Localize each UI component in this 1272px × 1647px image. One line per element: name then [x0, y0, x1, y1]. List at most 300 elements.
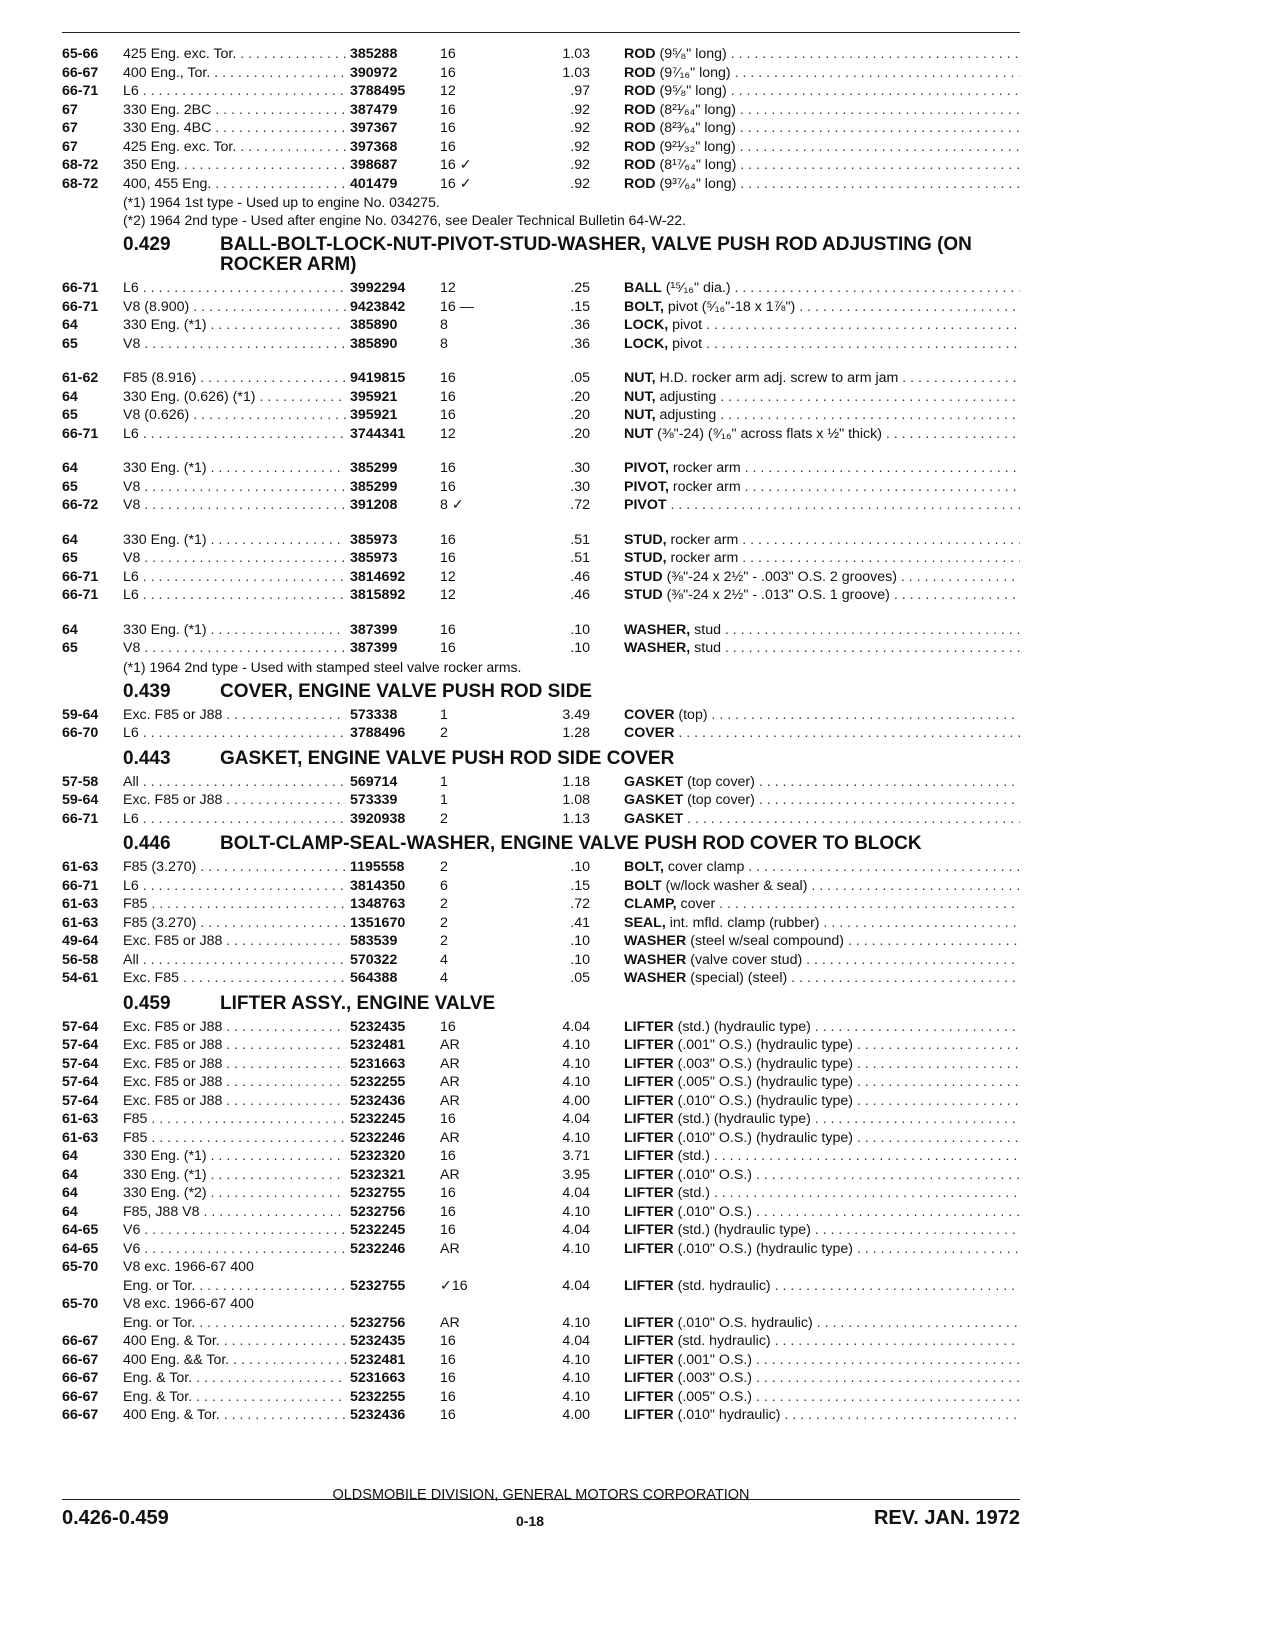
price: .92 — [570, 138, 590, 155]
description: ROD (8²¹⁄₆₄" long) . . . — [624, 101, 1020, 120]
description: BOLT, cover clamp . . . — [624, 858, 1020, 877]
year-range: 66-71 — [62, 810, 99, 827]
table-row — [62, 932, 1020, 951]
description: CLAMP, cover . . . — [624, 895, 1020, 914]
table-row — [62, 895, 1020, 914]
table-row — [62, 549, 1020, 568]
description-name: LIFTER — [624, 1148, 674, 1164]
table-row — [62, 1129, 1020, 1148]
description-name: ROD — [624, 175, 656, 192]
price: 1.08 — [562, 792, 590, 808]
application: Exc. F85 or J88 . . . — [123, 1018, 410, 1037]
section-title: LIFTER ASSY., ENGINE VALVE — [220, 992, 496, 1014]
description-name: STUD — [624, 587, 663, 603]
description: LIFTER (.001" O.S.) (hydraulic type) . . . — [624, 1036, 1020, 1055]
quantity: 1 — [440, 773, 448, 790]
footer-division: OLDSMOBILE DIVISION, GENERAL MOTORS CORPORATION — [332, 1487, 750, 1503]
table-row — [62, 951, 1020, 970]
table-row — [62, 175, 1020, 194]
description: NUT, adjusting . . . — [624, 388, 1020, 407]
quantity: 16 — [440, 388, 456, 405]
price: 4.10 — [562, 1240, 590, 1257]
part-number: 5231663 — [346, 1369, 440, 1388]
description-name: STUD, — [624, 531, 667, 548]
year-range: 57-64 — [62, 1092, 99, 1109]
quantity: 4 — [440, 970, 448, 986]
year-range: 66-67 — [62, 1407, 99, 1423]
year-range: 67 — [62, 101, 78, 118]
price: .10 — [570, 640, 590, 656]
table-row — [62, 496, 1020, 515]
part-number: 385299 — [346, 478, 440, 497]
year-range: 65 — [62, 478, 78, 495]
part-number: 397368 — [346, 138, 440, 157]
description: LIFTER (.010" O.S.) . . . — [624, 1203, 1020, 1222]
application: L6 . . . — [123, 568, 410, 587]
description-name: ROD — [624, 64, 656, 81]
description — [624, 724, 1020, 743]
part-number: 3992294 — [346, 279, 440, 298]
quantity: 16 — [440, 550, 456, 566]
quantity: 2 — [440, 914, 448, 931]
application: 400 Eng. & Tor. . . . — [123, 1332, 410, 1351]
application: V8 . . . — [123, 335, 410, 354]
part-number: 391208 — [346, 496, 440, 515]
application: 330 Eng. (*1) . . . — [123, 459, 410, 478]
quantity: 16 — [440, 1185, 456, 1201]
year-range: 64-65 — [62, 1240, 99, 1257]
quantity: 16 — [440, 407, 456, 423]
parts-catalog-content — [62, 45, 1020, 1425]
part-number: 573338 — [346, 706, 440, 725]
price: 3.71 — [562, 1148, 590, 1164]
quantity: 16 — [440, 1148, 456, 1164]
quantity: 16 — [440, 64, 456, 81]
description-name: LIFTER — [624, 1407, 674, 1423]
year-range: 66-71 — [62, 877, 99, 894]
table-row — [62, 388, 1020, 407]
part-number: 1348763 — [346, 895, 440, 914]
description-name: ROD — [624, 101, 656, 118]
table-row — [62, 706, 1020, 725]
quantity: AR — [440, 1314, 460, 1331]
description-name: GASKET — [624, 810, 684, 827]
quantity: 16 — [440, 621, 456, 638]
price: .92 — [570, 120, 590, 136]
section-number: 0.439 — [123, 680, 171, 702]
price: 4.04 — [562, 1185, 590, 1201]
price: .51 — [570, 550, 590, 566]
section-number: 0.459 — [123, 992, 171, 1014]
quantity: 16 — [440, 1388, 456, 1405]
quantity: 12 — [440, 587, 456, 603]
part-number: 385890 — [346, 316, 440, 335]
part-number: 5232481 — [346, 1036, 440, 1055]
footnote: (*1) 1964 1st type - Used up to engine No. 034275. — [123, 194, 440, 210]
application: Exc. F85 or J88 . . . — [123, 791, 410, 810]
quantity: ✓16 — [440, 1277, 468, 1294]
price: .20 — [570, 388, 590, 405]
price: .30 — [570, 478, 590, 495]
description: ROD (9⁵⁄₈" long) . . . — [624, 45, 1020, 64]
application: 425 Eng. exc. Tor. . . . — [123, 45, 410, 64]
quantity: 16 — [440, 101, 456, 118]
quantity: 2 — [440, 725, 448, 741]
price: 1.03 — [562, 64, 590, 81]
quantity: AR — [440, 1092, 460, 1109]
description: LIFTER (.010" hydraulic) . . . — [624, 1406, 1020, 1425]
part-number: 5232320 — [346, 1147, 440, 1166]
quantity: 16 — [440, 1222, 456, 1238]
price: 4.00 — [562, 1407, 590, 1423]
price: .20 — [570, 407, 590, 423]
description: LIFTER (std.) . . . — [624, 1184, 1020, 1203]
table-row — [62, 791, 1020, 810]
section-title: GASKET, ENGINE VALVE PUSH ROD SIDE COVER — [220, 747, 675, 769]
section-number: 0.446 — [123, 833, 171, 854]
year-range: 49-64 — [62, 933, 99, 949]
application: L6 . . . — [123, 425, 410, 444]
description: LIFTER (.001" O.S.) . . . — [624, 1351, 1020, 1370]
part-number: 385299 — [346, 459, 440, 478]
year-range: 57-64 — [62, 1055, 99, 1072]
table-row — [62, 335, 1020, 354]
description: STUD, rocker arm . . . — [624, 531, 1020, 550]
table-row — [62, 478, 1020, 497]
application: Eng. & Tor. . . . — [123, 1369, 410, 1388]
table-row — [62, 1073, 1020, 1092]
year-range: 66-67 — [62, 1370, 99, 1386]
spacer — [62, 443, 1020, 459]
year-range: 61-63 — [62, 1111, 99, 1127]
year-range: 64 — [62, 317, 78, 333]
application: F85 (3.270) . . . — [123, 914, 410, 933]
quantity: 16 — [440, 120, 456, 136]
year-range: 57-58 — [62, 773, 99, 790]
quantity: 16 — [440, 1018, 456, 1035]
description-name: LIFTER — [624, 1074, 674, 1090]
table-row — [62, 858, 1020, 877]
application: 330 Eng. (*2) . . . — [123, 1184, 410, 1203]
price: 3.49 — [562, 706, 590, 723]
price: .41 — [570, 914, 590, 931]
quantity: AR — [440, 1166, 460, 1183]
part-number: 5232245 — [346, 1110, 440, 1129]
year-range: 64-65 — [62, 1222, 99, 1238]
price: .20 — [570, 425, 590, 442]
part-number: 5232321 — [346, 1166, 440, 1185]
description: LIFTER (.010" O.S.) . . . — [624, 1166, 1020, 1185]
application: V8 . . . — [123, 496, 410, 515]
quantity: 16 — [440, 1407, 456, 1423]
quantity: 8 — [440, 317, 448, 333]
section-heading — [62, 229, 1020, 279]
description-name: LOCK, — [624, 335, 669, 352]
application: L6 . . . — [123, 82, 410, 101]
application: 330 Eng. (*1) . . . — [123, 1166, 410, 1185]
description: NUT, adjusting . . . — [624, 406, 1020, 425]
description: LIFTER (std.) (hydraulic type) . . . — [624, 1221, 1020, 1240]
description-name: LIFTER — [624, 1055, 674, 1072]
quantity: AR — [440, 1074, 460, 1090]
price: 4.10 — [562, 1037, 590, 1053]
table-row — [62, 1277, 1020, 1296]
quantity: 6 — [440, 877, 448, 894]
description: SEAL, int. mfld. clamp (rubber) . . . — [624, 914, 1020, 933]
price: .92 — [570, 101, 590, 118]
price: .51 — [570, 531, 590, 548]
year-range: 65-70 — [62, 1259, 99, 1275]
description-name: STUD, — [624, 550, 667, 566]
year-range: 68-72 — [62, 157, 99, 173]
price: 4.10 — [562, 1203, 590, 1220]
description-name: LIFTER — [624, 1388, 674, 1405]
year-range: 66-71 — [62, 425, 99, 442]
quantity: 4 — [440, 951, 448, 968]
part-number: 397367 — [346, 119, 440, 138]
year-range: 64 — [62, 1203, 78, 1220]
price: 1.13 — [562, 810, 590, 827]
part-number: 5232246 — [346, 1129, 440, 1148]
quantity: 16 — [440, 46, 456, 62]
description: STUD (⅜"-24 x 2½" - .003" O.S. 2 grooves) . . . — [624, 568, 1020, 587]
section-title: BOLT-CLAMP-SEAL-WASHER, ENGINE VALVE PUSH ROD COVER TO BLOCK — [220, 833, 922, 854]
section-title: BALL-BOLT-LOCK-NUT-PIVOT-STUD-WASHER, VALVE PUSH ROD ADJUSTING (ON ROCKER ARM) — [220, 234, 972, 275]
part-number: 385973 — [346, 531, 440, 550]
year-range: 64 — [62, 1185, 78, 1201]
year-range: 66-71 — [62, 298, 99, 315]
description: WASHER (steel w/seal compound) . . . — [624, 932, 1020, 951]
year-range: 66-72 — [62, 497, 99, 513]
price: .97 — [570, 83, 590, 99]
part-number: 570322 — [346, 951, 440, 970]
part-number: 3814350 — [346, 877, 440, 896]
description-name: LOCK, — [624, 317, 669, 333]
description-name: STUD — [624, 568, 663, 585]
price: .36 — [570, 335, 590, 352]
section-heading — [62, 676, 1020, 706]
table-row — [62, 531, 1020, 550]
price: .46 — [570, 587, 590, 603]
year-range: 66-71 — [62, 587, 99, 603]
quantity: 16 — [440, 1333, 456, 1349]
description-name: LIFTER — [624, 1037, 674, 1053]
year-range: 64 — [62, 1166, 78, 1183]
quantity: 16 — [440, 531, 456, 548]
quantity: 16 — [440, 1203, 456, 1220]
description: COVER (top) . . . — [624, 706, 1020, 725]
spacer — [62, 515, 1020, 531]
description-name: GASKET — [624, 773, 684, 790]
part-number: 5231663 — [346, 1055, 440, 1074]
price: 4.10 — [562, 1129, 590, 1146]
description: BOLT, pivot (⁵⁄₁₆"-18 x 1⅞") . . . — [624, 298, 1020, 317]
description-name: LIFTER — [624, 1018, 674, 1035]
application: L6 . . . — [123, 279, 410, 298]
table-row — [62, 406, 1020, 425]
description: ROD (9⁷⁄₁₆" long) . . . — [624, 64, 1020, 83]
part-number: 385890 — [346, 335, 440, 354]
price: 4.04 — [562, 1018, 590, 1035]
table-row — [62, 1388, 1020, 1407]
quantity: 8 — [440, 335, 448, 352]
table-row — [62, 877, 1020, 896]
year-range: 64 — [62, 460, 78, 476]
application: 425 Eng. exc. Tor. . . . — [123, 138, 410, 157]
description-name: BOLT, — [624, 859, 664, 875]
description: PIVOT, rocker arm . . . — [624, 459, 1020, 478]
table-row — [62, 1406, 1020, 1425]
description: ROD (9³⁷⁄₆₄" long) . . . — [624, 175, 1020, 194]
description-name: LIFTER — [624, 1314, 674, 1331]
table-row — [62, 279, 1020, 298]
table-row — [62, 1203, 1020, 1222]
application: V8 (8.900) . . . — [123, 298, 410, 317]
application: 350 Eng. . . . — [123, 156, 410, 175]
part-number: 583539 — [346, 932, 440, 951]
part-number: 398687 — [346, 156, 440, 175]
footer-page-number: 0-18 — [515, 1513, 545, 1529]
description-name: LIFTER — [624, 1370, 674, 1386]
quantity: 2 — [440, 859, 448, 875]
description-name: ROD — [624, 83, 656, 99]
part-number: 5232756 — [346, 1203, 440, 1222]
price: .30 — [570, 460, 590, 476]
description: LIFTER (std.) . . . — [624, 1147, 1020, 1166]
table-row — [62, 810, 1020, 829]
application: Exc. F85 or J88 . . . — [123, 1092, 410, 1111]
description-name: ROD — [624, 157, 656, 173]
part-number: 1195558 — [346, 858, 440, 877]
price: .15 — [570, 298, 590, 315]
application: F85 (3.270) . . . — [123, 858, 410, 877]
description: LIFTER (.010" O.S.) (hydraulic type) . . . — [624, 1092, 1020, 1111]
description: ROD (8¹⁷⁄₆₄" long) . . . — [624, 156, 1020, 175]
description-name: LIFTER — [624, 1240, 674, 1257]
description: WASHER (special) (steel) . . . — [624, 969, 1020, 988]
year-range: 56-58 — [62, 951, 99, 968]
table-row — [62, 1258, 1020, 1277]
table-row — [62, 1055, 1020, 1074]
footer-range: 0.426-0.459 — [62, 1507, 169, 1529]
part-number: 5232435 — [346, 1332, 440, 1351]
description-name: PIVOT, — [624, 478, 669, 495]
price: .92 — [570, 157, 590, 173]
description: GASKET (top cover) . . . — [624, 773, 1020, 792]
application: V8 (0.626) . . . — [123, 406, 410, 425]
application: F85, J88 V8 . . . — [123, 1203, 410, 1222]
year-range: 54-61 — [62, 970, 99, 986]
application: Exc. F85 or J88 . . . — [123, 1073, 410, 1092]
description: LIFTER (std.) (hydraulic type) . . . — [624, 1110, 1020, 1129]
description — [624, 810, 1020, 829]
table-row — [62, 586, 1020, 605]
description-name: BOLT — [624, 877, 662, 894]
part-number: 3744341 — [346, 425, 440, 444]
table-row — [62, 82, 1020, 101]
table-row — [62, 1018, 1020, 1037]
section-heading — [62, 743, 1020, 773]
quantity: AR — [440, 1055, 460, 1072]
description-name: ROD — [624, 120, 656, 136]
table-row — [62, 316, 1020, 335]
part-number: 395921 — [346, 388, 440, 407]
section-number: 0.429 — [123, 234, 171, 255]
application: 400, 455 Eng. . . . — [123, 175, 410, 194]
description: LIFTER (.010" O.S.) (hydraulic type) . . . — [624, 1129, 1020, 1148]
description: NUT, H.D. rocker arm adj. screw to arm jam . . . — [624, 369, 1020, 388]
year-range: 66-67 — [62, 1351, 99, 1368]
price: 4.10 — [562, 1074, 590, 1090]
part-number: 1351670 — [346, 914, 440, 933]
year-range: 61-63 — [62, 896, 99, 912]
description-name: LIFTER — [624, 1111, 674, 1127]
application: L6 . . . — [123, 586, 410, 605]
year-range: 59-64 — [62, 706, 99, 723]
description-name: LIFTER — [624, 1351, 674, 1368]
description: NUT (⅜"-24) (⁹⁄₁₆" across flats x ½" thick) . . . — [624, 425, 1020, 444]
part-number: 387479 — [346, 101, 440, 120]
application: F85 . . . — [123, 1110, 410, 1129]
part-number: 5232756 — [346, 1314, 440, 1333]
price: 4.04 — [562, 1333, 590, 1349]
price: 4.10 — [562, 1388, 590, 1405]
part-number: 9423842 — [346, 298, 440, 317]
description: LOCK, pivot . . . — [624, 335, 1020, 354]
application: V8 . . . — [123, 549, 410, 568]
table-row — [62, 1036, 1020, 1055]
price: 4.04 — [562, 1111, 590, 1127]
description: WASHER (valve cover stud) . . . — [624, 951, 1020, 970]
quantity: 12 — [440, 83, 456, 99]
table-row — [62, 1351, 1020, 1370]
price: .36 — [570, 317, 590, 333]
price: 4.10 — [562, 1055, 590, 1072]
price: 1.18 — [562, 773, 590, 790]
description: PIVOT, rocker arm . . . — [624, 478, 1020, 497]
description-name: CLAMP, — [624, 896, 677, 912]
price: 3.95 — [562, 1166, 590, 1183]
year-range: 59-64 — [62, 792, 99, 808]
application: All . . . — [123, 773, 410, 792]
table-row — [62, 621, 1020, 640]
year-range: 65-70 — [62, 1296, 99, 1312]
year-range: 66-71 — [62, 280, 99, 296]
quantity: 16 ✓ — [440, 157, 472, 173]
price: .10 — [570, 933, 590, 949]
application: L6 . . . — [123, 724, 410, 743]
table-row — [62, 1166, 1020, 1185]
application: V8 . . . — [123, 478, 410, 497]
footer-rule — [62, 1499, 1020, 1500]
year-range: 64 — [62, 531, 78, 548]
part-number: 5232255 — [346, 1073, 440, 1092]
quantity: 16 — [440, 1351, 456, 1368]
description-name: GASKET — [624, 792, 684, 808]
table-row — [62, 425, 1020, 444]
part-number: 5232755 — [346, 1184, 440, 1203]
application: L6 . . . — [123, 877, 410, 896]
table-row — [62, 298, 1020, 317]
description: LIFTER (.010" O.S.) (hydraulic type) . . . — [624, 1240, 1020, 1259]
quantity: AR — [440, 1129, 460, 1146]
table-row — [62, 969, 1020, 988]
table-row — [62, 724, 1020, 743]
part-number: 5232246 — [346, 1240, 440, 1259]
price: 4.04 — [562, 1222, 590, 1238]
description-name: PIVOT, — [624, 460, 669, 476]
application: V6 . . . — [123, 1240, 410, 1259]
